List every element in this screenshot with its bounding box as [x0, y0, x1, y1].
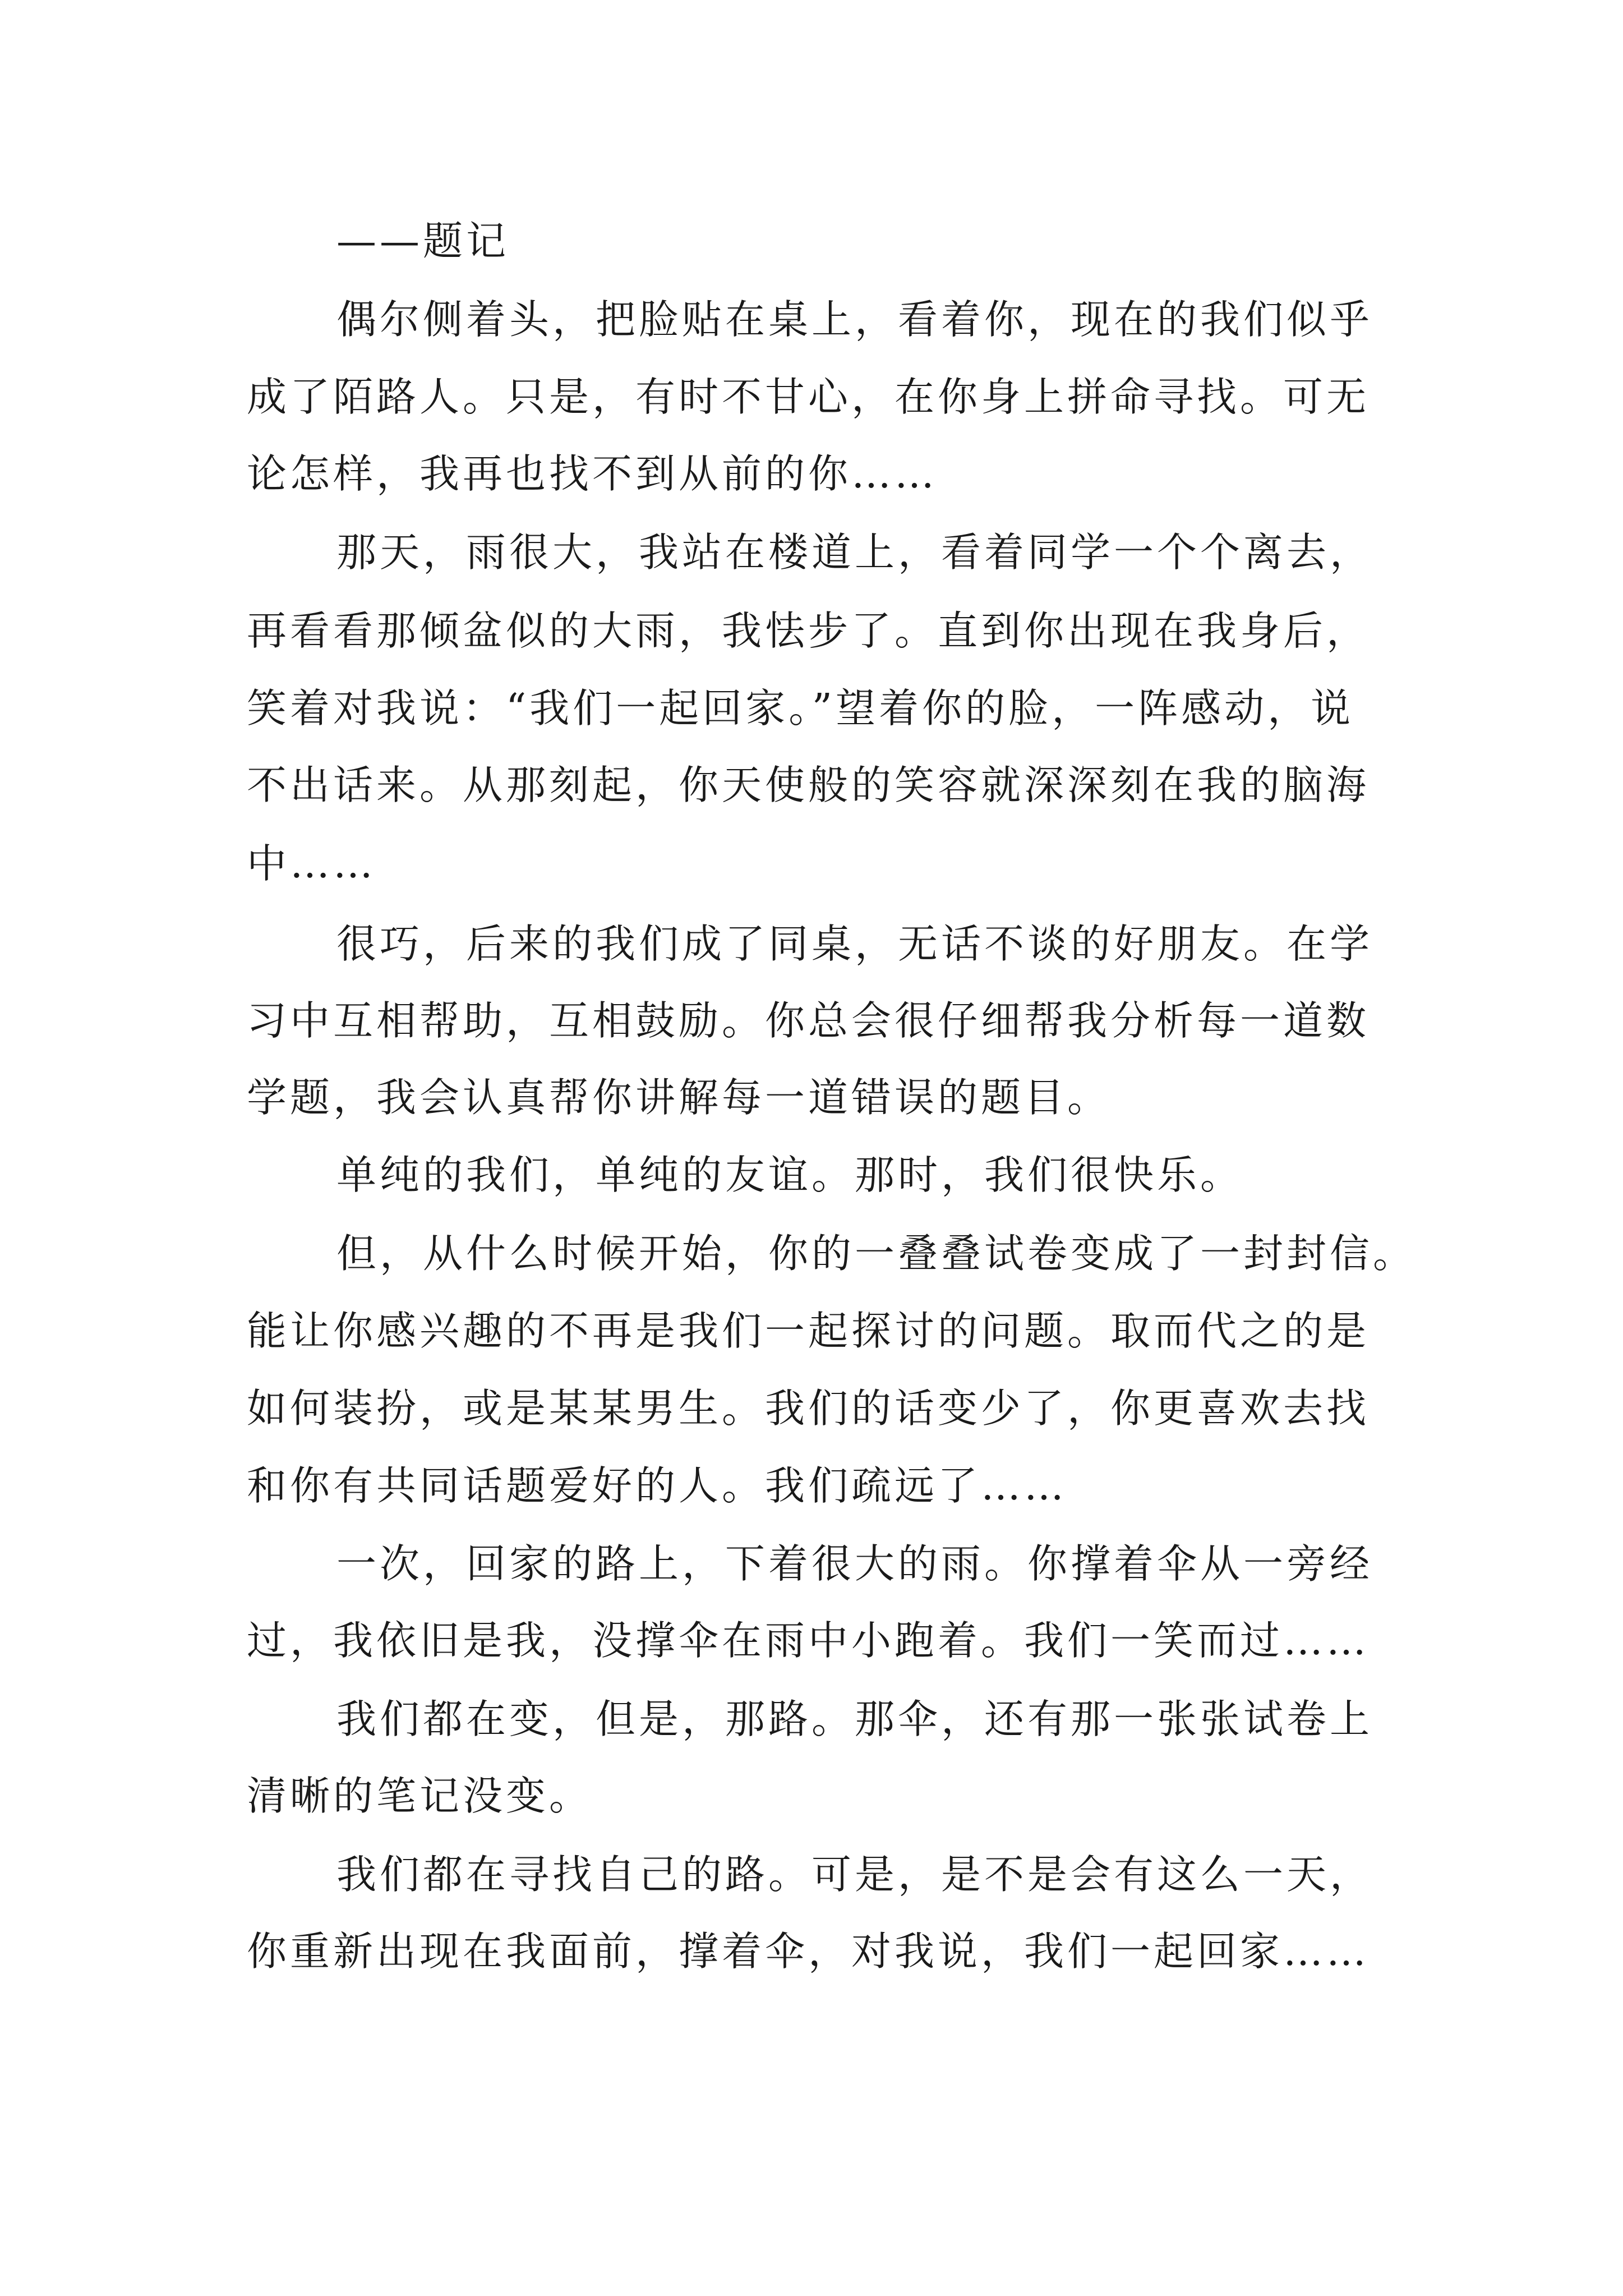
epigraph-attribution: ——题记 [336, 218, 510, 264]
text-line: 学题，我会认真帮你讲解每一道错误的题目。 [247, 1074, 1111, 1121]
text-line: 偶尔侧着头，把脸贴在桌上，看着你，现在的我们似乎 [336, 296, 1373, 343]
text-line: 和你有共同话题爱好的人。我们疏远了…… [247, 1462, 1068, 1509]
text-line: 我们都在寻找自己的路。可是，是不是会有这么一天， [336, 1851, 1373, 1898]
text-line: 你重新出现在我面前，撑着伞，对我说，我们一起回家…… [247, 1928, 1370, 1975]
text-line: 一次，回家的路上，下着很大的雨。你撑着伞从一旁经 [336, 1540, 1373, 1587]
text-line: 成了陌路人。只是，有时不甘心，在你身上拼命寻找。可无 [247, 374, 1370, 420]
text-line: 中…… [247, 840, 377, 887]
text-line: 我们都在变，但是，那路。那伞，还有那一张张试卷上 [336, 1696, 1373, 1742]
text-line: 清晰的笔记没变。 [247, 1773, 593, 1819]
text-line: 笑着对我说：“我们一起回家。”望着你的脸，一阵感动，说 [247, 685, 1354, 731]
text-line: 论怎样，我再也找不到从前的你…… [247, 450, 938, 497]
text-line: 如何装扮，或是某某男生。我们的话变少了，你更喜欢去找 [247, 1385, 1370, 1432]
text-line: 很巧，后来的我们成了同桌，无话不谈的好朋友。在学 [336, 921, 1373, 967]
text-line: 但，从什么时候开始，你的一叠叠试卷变成了一封封信。 [336, 1230, 1417, 1277]
text-line: 那天，雨很大，我站在楼道上，看着同学一个个离去， [336, 529, 1373, 576]
text-line: 习中互相帮助，互相鼓励。你总会很仔细帮我分析每一道数 [247, 997, 1370, 1044]
text-line: 能让你感兴趣的不再是我们一起探讨的问题。取而代之的是 [247, 1308, 1370, 1354]
text-line: 过，我依旧是我，没撑伞在雨中小跑着。我们一笑而过…… [247, 1617, 1370, 1664]
text-line: 不出话来。从那刻起，你天使般的笑容就深深刻在我的脑海 [247, 762, 1370, 808]
text-line: 再看看那倾盆似的大雨，我怯步了。直到你出现在我身后， [247, 608, 1370, 654]
text-line: 单纯的我们，单纯的友谊。那时，我们很快乐。 [336, 1152, 1244, 1198]
